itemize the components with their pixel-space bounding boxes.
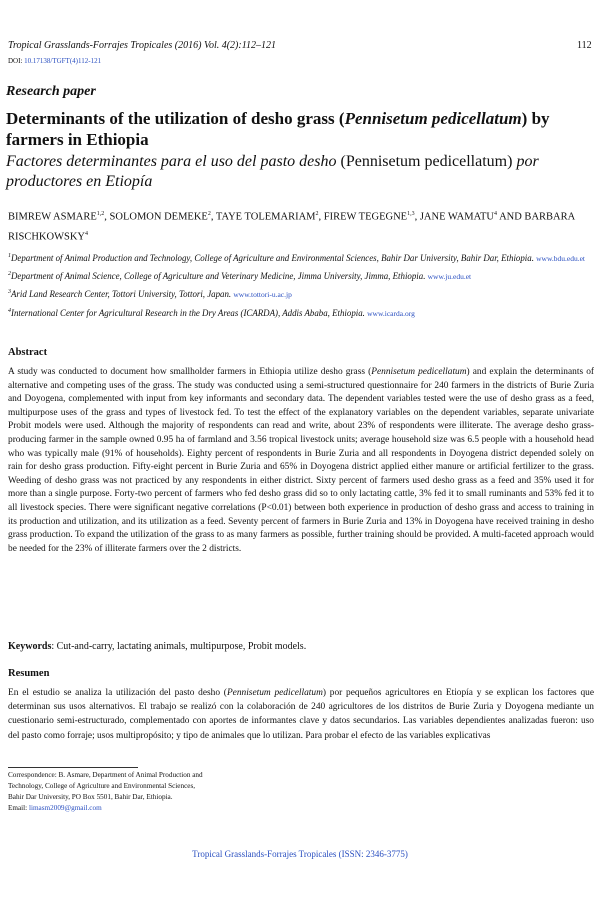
- author-affiliation-mark: 1,3: [407, 211, 415, 217]
- title-part1: Determinants of the utilization of desho grass (: [6, 109, 345, 128]
- abstract-text: [8, 366, 594, 556]
- abstract-text-2: ) and explain the determinants of alternative and competing uses of the grass. The study was conducted using a semi-structured questionnaire for 240 farmers in the districts of Burie Zuria and Doyogena, complemented with input from key informants and secondary data. The dependent variables tested were the use of desho grass as a feed, multipurpose uses of the grass and types of livestock fed. To test the effect of the explanatory variables on the dependent variables, separate univariate Probit models were used. Although the majority of respondents can read and write, about 23% of respondents were illiterate. The average desho grass-producing farmer in the sample owned 0.95 ha of farmland and 3.56 tropical livestock units; average household size was 6.5 people with a household head who was typically male (91% of households). Eighty percent of respondents in Burie Zuria and all respondents in Doyogena district depended solely on rain for desho grass production. Fifty-eight percent in Burie Zuria and 65% in Doyogena district applied either manure or artificial fertilizer to the grass. Weeding of desho grass was not practiced by any respondents in either district. Sixty percent of farmers used desho grass as a feed and 35% used it for more than a single purpose. Forty-two percent of farmers who fed desho grass did so to only lactating cattle, 3% fed it to small ruminants and 53% fed it to all livestock species. There were significant negative correlations (P<0.01) between both experience in production of desho grass and access to training in its production and utilization, and its utilization as a feed. Seventy percent of farmers in Burie Zuria and 13% in Doyogena have received training in desho grass production. To expand the utilization of the grass to as many farmers as possible, further training should be provided. A multi-faceted approach would be needed for the 23% of illiterate farmers over the 2 districts.: [8, 367, 595, 554]
- author-separator: ,: [210, 211, 216, 223]
- affiliation-item: [8, 286, 593, 301]
- resumen-text-2: ) por pequeños agricultores en Etiopía y se explican los factores que determinan sus usos alternativos. El trabajo se realizó con la colaboración de 240 agricultores de los distritos de Burie Zuria y Doyogena mediante un cuestionario semi-estructurado, complementado con aportes de informantes clave y datos secundarios. Las variables dependientes analizadas fueron: uso del pasto como forraje; usos multipropósito; y tipo de animales que lo utilizan. Para probar el efecto de las variables explicativas: [8, 688, 594, 741]
- doi-label: DOI:: [8, 57, 25, 65]
- author-affiliation-mark: 4: [494, 211, 498, 217]
- affiliation-item: [8, 250, 593, 265]
- author-name: FIREW TEGEGNE: [323, 211, 408, 223]
- affiliation-number: 3: [8, 289, 11, 296]
- affiliation-text: Department of Animal Production and Technology, College of Agriculture and Environmental Sciences, Bahir Dar University, Bahir Dar, Ethiopia.: [11, 252, 537, 263]
- abstract-heading: Abstract: [8, 347, 48, 358]
- affiliation-item: [8, 305, 593, 320]
- correspondence-line: Technology, College of Agriculture and Environmental Sciences,: [8, 782, 196, 790]
- doi-link[interactable]: 10.17138/TGFT(4)112-121: [24, 57, 102, 65]
- author-affiliation-mark: 2: [315, 211, 319, 217]
- resumen-heading: Resumen: [8, 668, 50, 679]
- footer: [0, 849, 600, 859]
- affiliation-text: International Center for Agricultural Research in the Dry Areas (ICARDA), Addis Ababa, Ethiopia.: [11, 307, 368, 318]
- email-label: Email:: [8, 804, 29, 812]
- keywords-label: Keywords: [8, 641, 52, 652]
- keywords-text: : Cut-and-carry, lactating animals, multipurpose, Probit models.: [51, 641, 307, 652]
- title-species: Pennisetum pedicellatum: [344, 109, 522, 128]
- author-affiliation-mark: 2: [207, 211, 211, 217]
- author-name: AND BARBARA RISCHKOWSKY: [8, 211, 575, 242]
- affiliation-url-link[interactable]: www.icarda.org: [367, 308, 415, 318]
- subtitle-species: (Pennisetum pedicellatum): [340, 153, 513, 170]
- author-separator: ,: [414, 211, 420, 223]
- abstract-species: Pennisetum pedicellatum: [371, 367, 467, 377]
- affiliation-number: 2: [8, 271, 11, 278]
- resumen-species: Pennisetum pedicellatum: [226, 688, 323, 698]
- author-list: [8, 206, 593, 245]
- author-affiliation-mark: 4: [85, 230, 89, 237]
- affiliation-item: [8, 268, 593, 283]
- keywords: [8, 641, 594, 652]
- affiliation-text: Department of Animal Science, College of Agriculture and Veterinary Medicine, Jimma University, Jimma, Ethiopia.: [11, 271, 428, 282]
- resumen-text-1: En el estudio se analiza la utilización del pasto desho (: [8, 688, 227, 698]
- article-title: [6, 108, 594, 150]
- correspondence: [8, 770, 308, 814]
- resumen-text: [8, 686, 594, 743]
- correspondence-line: Bahir Dar University, PO Box 5501, Bahir Dar, Ethiopia.: [8, 793, 173, 801]
- affiliation-list: [8, 250, 593, 323]
- footer-journal-link[interactable]: Tropical Grasslands-Forrajes Tropicales (ISSN: 2346-3775): [192, 849, 408, 859]
- author-separator: ,: [318, 211, 324, 223]
- author-name: SOLOMON DEMEKE: [109, 211, 208, 223]
- correspondence-email: [8, 803, 308, 814]
- page-number: 112: [577, 40, 592, 51]
- author-name: JANE WAMATU: [419, 211, 495, 223]
- affiliation-number: 1: [8, 253, 11, 259]
- journal-citation: Tropical Grasslands-Forrajes Tropicales (2016) Vol. 4(2):112–121: [8, 40, 276, 51]
- author-separator: ,: [104, 211, 110, 223]
- article-type: Research paper: [6, 84, 96, 99]
- affiliation-url-link[interactable]: www.ju.edu.et: [427, 272, 472, 282]
- article-subtitle: [6, 152, 594, 192]
- subtitle-part2: por productores en Etiopía: [6, 153, 539, 190]
- affiliation-url-link[interactable]: www.bdu.edu.et: [536, 253, 586, 263]
- affiliation-url-link[interactable]: www.tottori-u.ac.jp: [233, 290, 292, 300]
- email-link[interactable]: limasm2009@gmail.com: [28, 804, 102, 812]
- doi-line: [8, 57, 101, 65]
- footnote-divider: [8, 767, 138, 768]
- author-name: TAYE TOLEMARIAM: [215, 211, 316, 223]
- affiliation-text: Arid Land Research Center, Tottori University, Tottori, Japan.: [11, 289, 234, 300]
- author-affiliation-mark: 1,2: [96, 211, 105, 217]
- affiliation-number: 4: [8, 307, 11, 314]
- correspondence-line: Correspondence: B. Asmare, Department of Animal Production and: [8, 771, 203, 779]
- title-part2: ) by farmers in Ethiopia: [6, 109, 550, 149]
- abstract-text-1: A study was conducted to document how smallholder farmers in Ethiopia utilize desho grass (: [8, 367, 372, 377]
- subtitle-part1: Factores determinantes para el uso del pasto desho: [6, 153, 341, 170]
- author-name: BIMREW ASMARE: [8, 211, 97, 223]
